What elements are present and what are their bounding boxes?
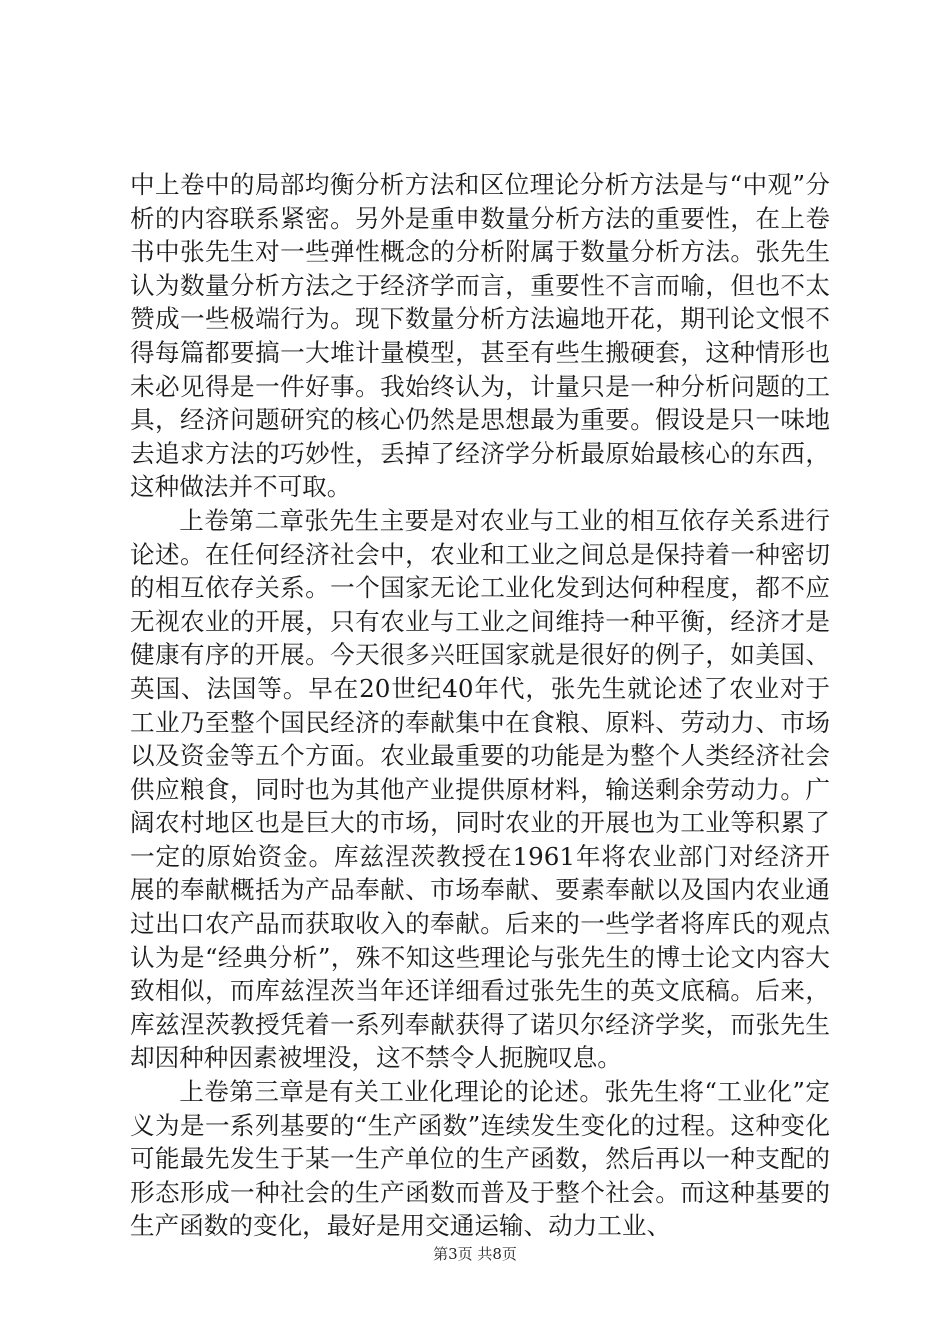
paragraph-1: 中上卷中的局部均衡分析方法和区位理论分析方法是与“中观”分析的内容联系紧密。另外是重申数量分析方法的重要性，在上卷书中张先生对一些弹性概念的分析附属于数量分析方法。张先生认为数量分析方法之于经济学而言，重要性不言而喻，但也不太赞成一些极端行为。现下数量分析方法遍地开花，期刊论文恨不得每篇都要搞一大堆计量模型，甚至有些生搬硬套，这种情形也未必见得是一件好事。我始终认为，计量只是一种分析问题的工具，经济问题研究的核心仍然是思想最为重要。假设是只一味地去追求方法的巧妙性，丢掉了经济学分析最原始最核心的东西，这种做法并不可取。 <box>130 170 830 502</box>
page-footer: 第3页 共8页 <box>433 1245 517 1263</box>
paragraph-2: 上卷第二章张先生主要是对农业与工业的相互依存关系进行论述。在任何经济社会中，农业和工业之间总是保持着一种密切的相互依存关系。一个国家无论工业化发到达何种程度，都不应无视农业的开展，只有农业与工业之间维持一种平衡，经济才是健康有序的开展。今天很多兴旺国家就是很好的例子，如美国、英国、法国等。早在20世纪40年代，张先生就论述了农业对于工业乃至整个国民经济的奉献集中在食粮、原料、劳动力、市场以及资金等五个方面。农业最重要的功能是为整个人类经济社会供应粮食，同时也为其他产业提供原材料，输送剩余劳动力。广阔农村地区也是巨大的市场，同时农业的开展也为工业等积累了一定的原始资金。库兹涅茨教授在1961年将农业部门对经济开展的奉献概括为产品奉献、市场奉献、要素奉献以及国内农业通过出口农产品而获取收入的奉献。后来的一些学者将库氏的观点认为是“经典分析”，殊不知这些理论与张先生的博士论文内容大致相似，而库兹涅茨当年还详细看过张先生的英文底稿。后来，库兹涅茨教授凭着一系列奉献获得了诺贝尔经济学奖，而张先生却因种种因素被埋没，这不禁令人扼腕叹息。 <box>130 505 830 1073</box>
paragraph-3: 上卷第三章是有关工业化理论的论述。张先生将“工业化”定义为是一系列基要的“生产函数”连续发生变化的过程。这种变化可能最先发生于某一生产单位的生产函数，然后再以一种支配的形态形成一种社会的生产函数而普及于整个社会。而这种基要的生产函数的变化，最好是用交通运输、动力工业、 <box>130 1077 830 1241</box>
body-text <box>130 168 830 1243</box>
